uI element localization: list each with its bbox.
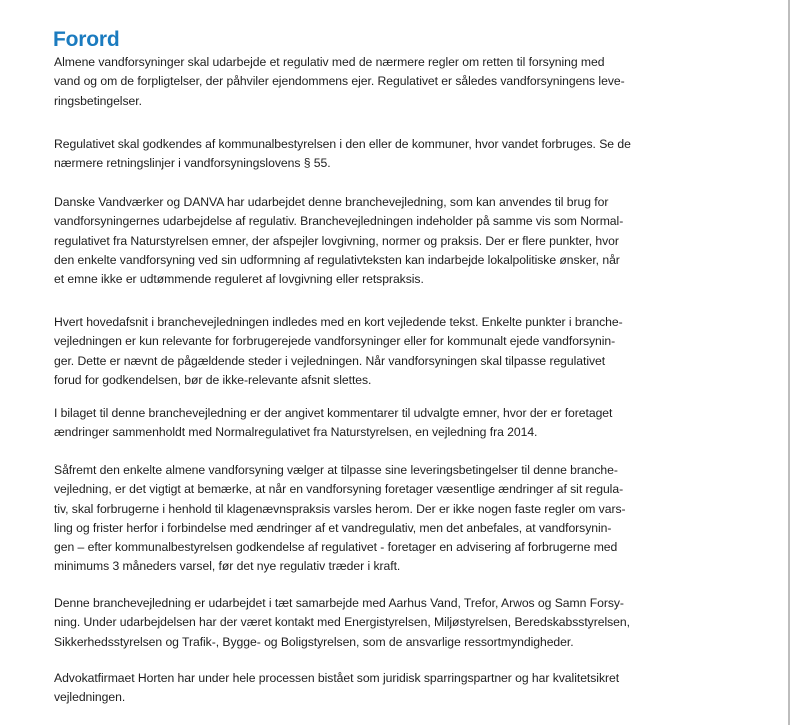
text-line: Almene vandforsyninger skal udarbejde et regulativ med de nærmere regler om retten til forsyning med xyxy=(54,55,605,69)
text-line: ling og frister herfor i forbindelse med ændringer af et vandregulativ, men det anbefales, at vandforsynin- xyxy=(54,520,612,535)
text-line: ger. Dette er nævnt de pågældende steder i vejledningen. Når vandforsyningen skal tilpasse regulativet xyxy=(54,353,606,368)
text-line: vejledningen er kun relevante for forbrugerejede vandforsyninger eller for kommunalt ejede vandforsynin- xyxy=(54,334,616,349)
text-line: ændringer sammenholdt med Normalregulativet fra Naturstyrelsen, en vejledning fra 2014. xyxy=(54,425,538,440)
text-line: den enkelte vandforsyning ved sin udformning af regulativteksten kan indarbejde lokalpolitiske ønsker, når xyxy=(54,252,620,267)
text-line: vand og om de forpligtelser, der påhviler ejendommens ejer. Regulativet er således vandforsyningens leve- xyxy=(54,74,625,89)
paragraph-5 xyxy=(54,404,612,443)
paragraph-1 xyxy=(54,53,625,111)
text-line: Hvert hovedafsnit i branchevejledningen indledes med en kort vejledende tekst. Enkelte punkter i branche- xyxy=(54,315,623,329)
text-line: I bilaget til denne branchevejledning er der angivet kommentarer til udvalgte emner, hvor der er foretaget xyxy=(54,406,613,420)
text-line: et emne ikke er udtømmende reguleret af lovgivning eller retspraksis. xyxy=(54,272,424,287)
paragraph-4 xyxy=(54,313,623,390)
text-line: vejledningen. xyxy=(54,690,126,705)
paragraph-7 xyxy=(54,594,630,652)
text-line: minimums 3 måneders varsel, før det nye regulativ træder i kraft. xyxy=(54,559,401,574)
text-line: Sikkerhedsstyrelsen og Trafik-, Bygge- og Boligstyrelsen, som de ansvarlige ressortmyndigheder. xyxy=(54,634,574,649)
text-line: ning. Under udarbejdelsen har der været kontakt med Energistyrelsen, Miljøstyrelsen, Beredskabsstyrelsen, xyxy=(54,615,630,630)
text-line: forud for godkendelsen, bør de ikke-relevante afsnit slettes. xyxy=(54,372,372,387)
text-line: vejledning, er det vigtigt at bemærke, at når en vandforsyning foretager væsentlige ændringer af sit regula- xyxy=(54,482,624,497)
paragraph-8 xyxy=(54,669,619,708)
text-line: Danske Vandværker og DANVA har udarbejdet denne branchevejledning, som kan anvendes til brug for xyxy=(54,195,609,209)
paragraph-2 xyxy=(54,135,631,174)
text-line: ringsbetingelser. xyxy=(54,93,142,108)
text-line: regulativet fra Naturstyrelsen emner, der afspejler lovgivning, normer og praksis. Der er flere punkter, hvor xyxy=(54,233,619,248)
page-title: Forord xyxy=(53,28,120,51)
text-line: vandforsyningernes udarbejdelse af regulativ. Branchevejledningen indeholder på samme vis som Normal- xyxy=(54,214,624,229)
text-line: Denne branchevejledning er udarbejdet i tæt samarbejde med Aarhus Vand, Trefor, Arwos og Samn Forsy- xyxy=(54,596,624,610)
text-line: gen – efter kommunalbestyrelsen godkendelse af regulativet - foretager en advisering af forbrugerne med xyxy=(54,540,618,555)
text-line: Advokatfirmaet Horten har under hele processen bistået som juridisk sparringspartner og har kvalitetsikret xyxy=(54,671,620,685)
paragraph-3 xyxy=(54,193,623,289)
text-line: Regulativet skal godkendes af kommunalbestyrelsen i den eller de kommuner, hvor vandet forbruges. Se de xyxy=(54,137,631,151)
text-line: tiv, skal forbrugerne i henhold til klagenævnspraksis varsles herom. Der er ikke nogen faste regler om vars- xyxy=(54,501,626,516)
paragraph-6 xyxy=(54,461,626,577)
text-line: nærmere retningslinjer i vandforsyningslovens § 55. xyxy=(54,156,331,171)
text-line: Såfremt den enkelte almene vandforsyning vælger at tilpasse sine leveringsbetingelser til denne branche- xyxy=(54,463,618,477)
